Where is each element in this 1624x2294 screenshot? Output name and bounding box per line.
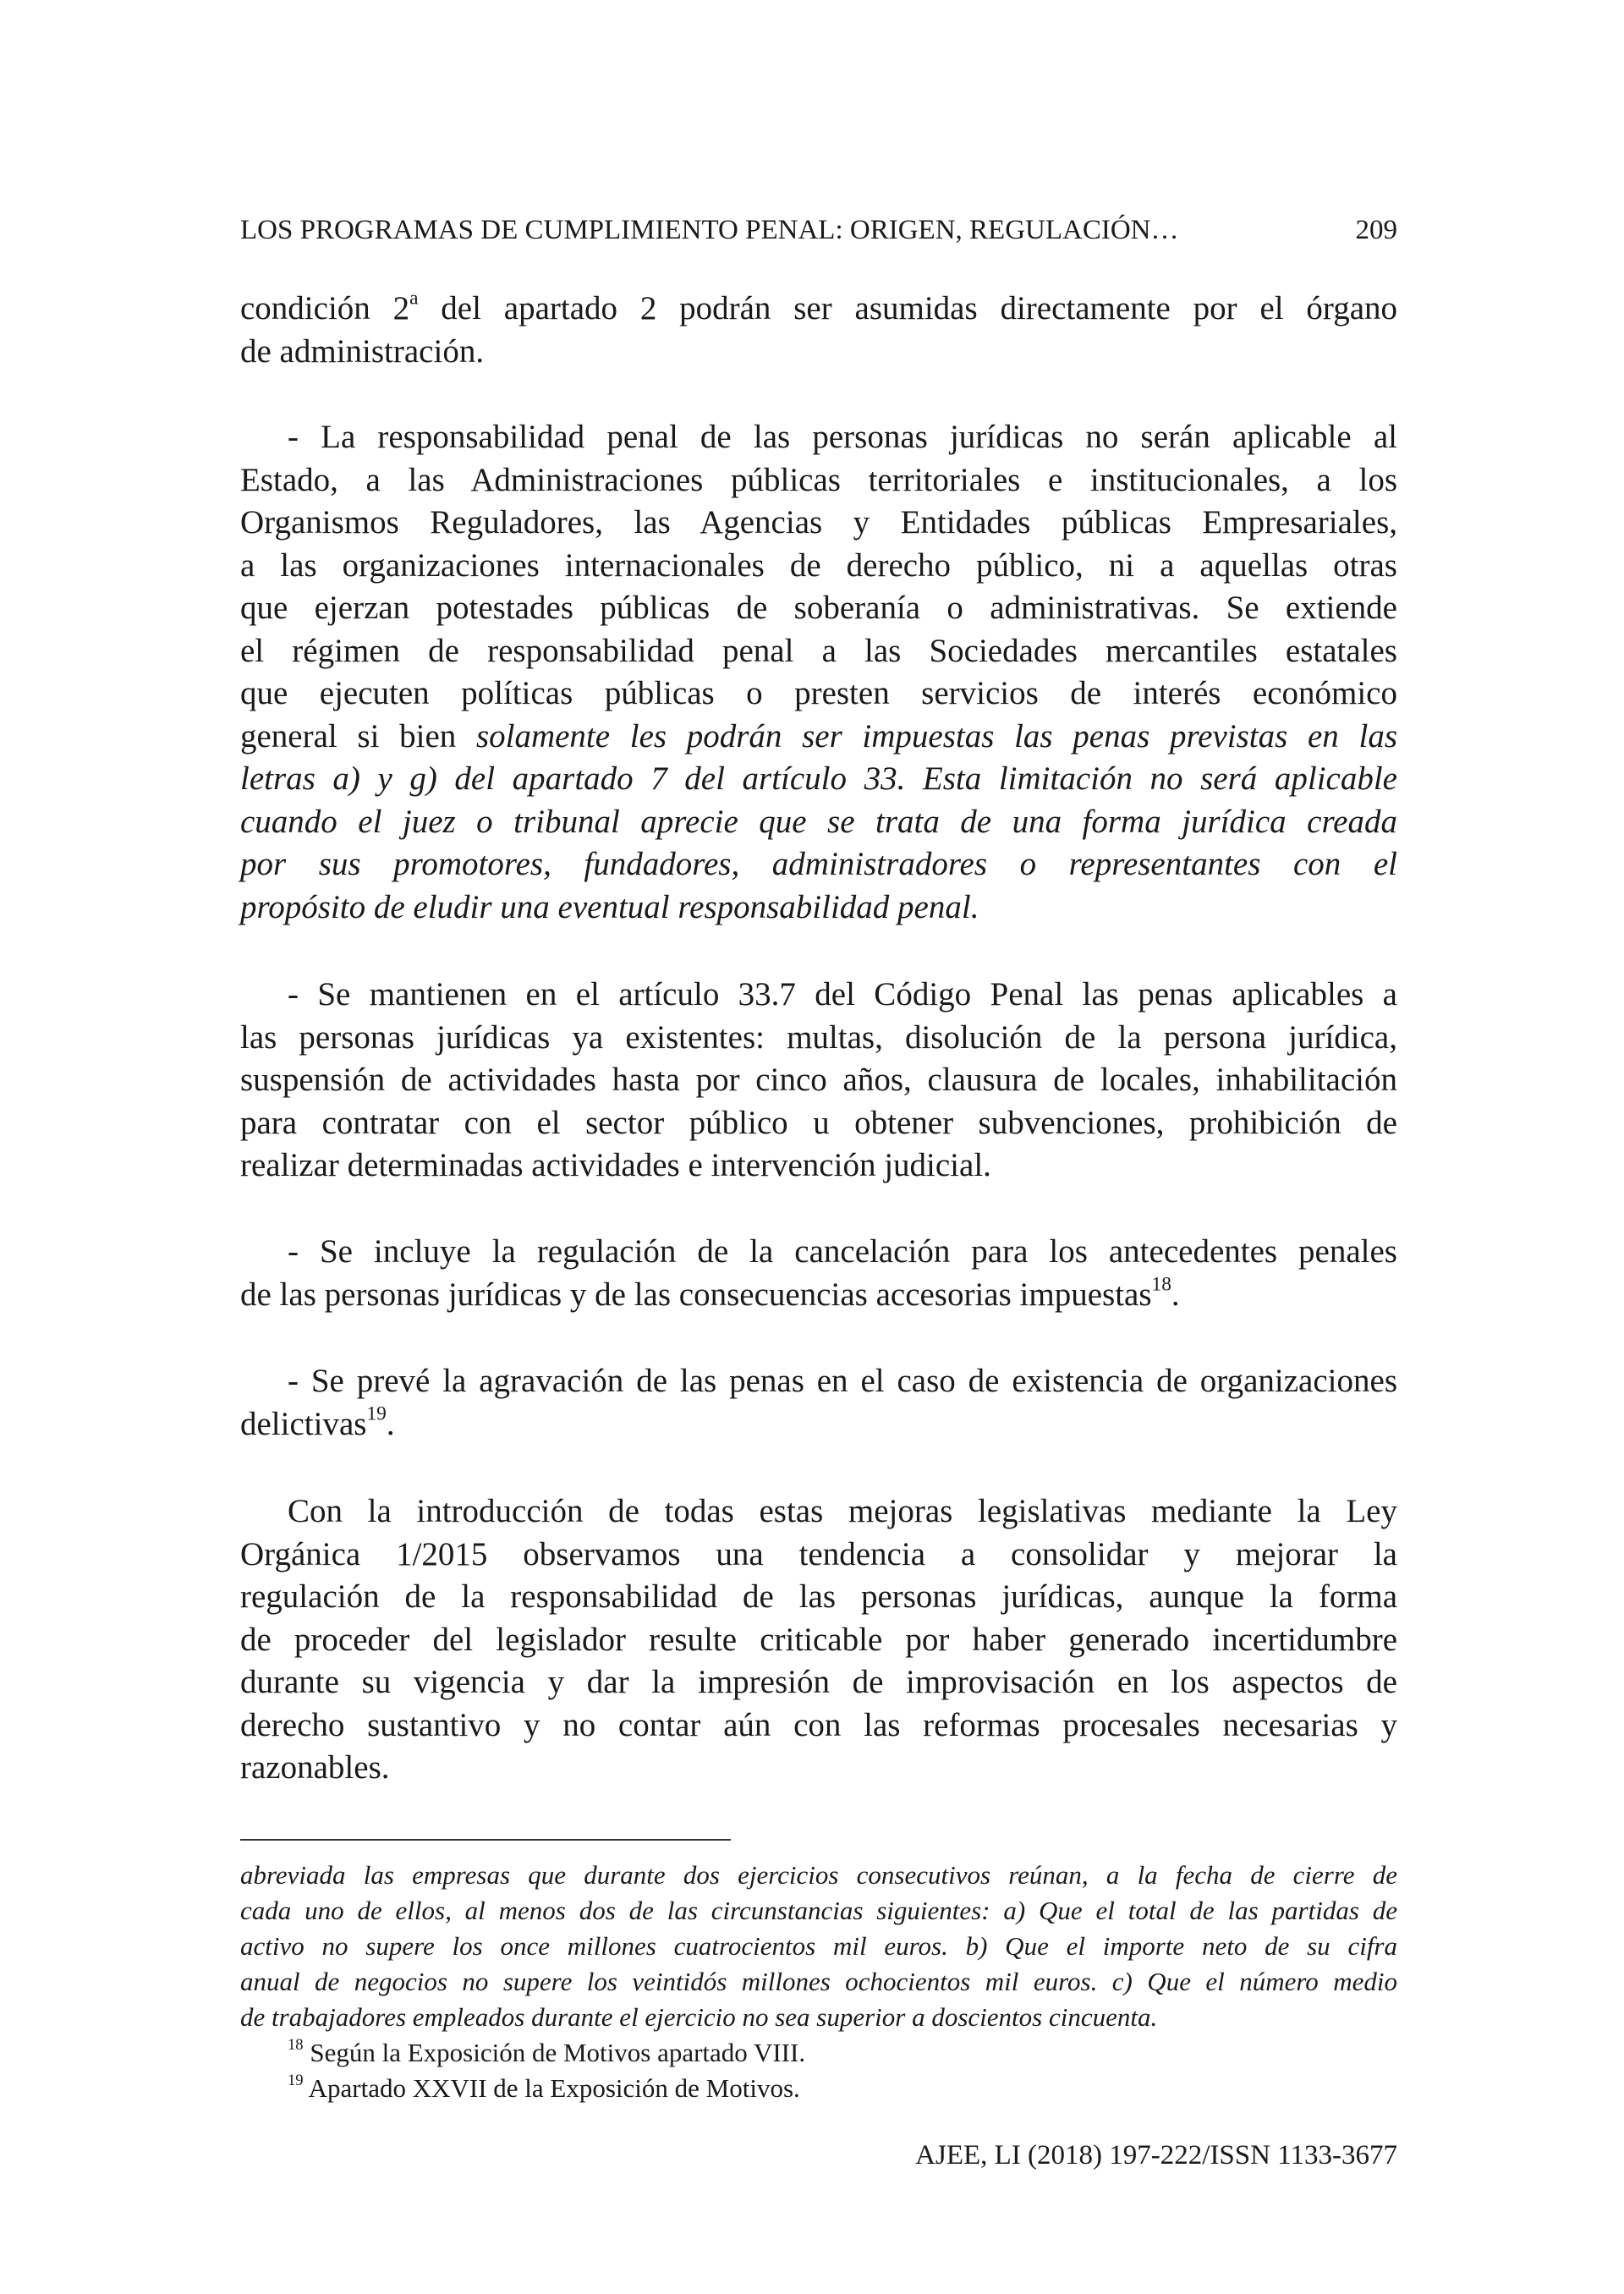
text-line <box>240 1747 1397 1790</box>
paragraph-continuation <box>240 288 1397 373</box>
text-line <box>240 1534 1397 1577</box>
running-title: LOS PROGRAMAS DE CUMPLIMIENTO PENAL: ORIGEN, REGULACIÓN… <box>240 215 1179 245</box>
text-line <box>240 630 1397 673</box>
text-run: de proceder del legislador resulte criticable por haber generado incertidumbre <box>240 1621 1397 1658</box>
text-run: cuando el juez o tribunal aprecie que se trata de una forma jurídica creada <box>240 803 1397 840</box>
footnote-reference: 19 <box>288 2072 304 2090</box>
footnote-reference: 18 <box>288 2036 304 2055</box>
text-run: cada uno de ellos, al menos dos de las circunstancias siguientes: a) Que el total de las partidas de <box>240 1896 1397 1925</box>
footnote-reference: 18 <box>1151 1272 1171 1295</box>
text-line <box>240 1858 1397 1893</box>
text-run: del apartado 2 podrán ser asumidas directamente por el órgano <box>418 290 1398 327</box>
text-line <box>240 1619 1397 1662</box>
text-run: durante su vigencia y dar la impresión de improvisación en los aspectos de <box>240 1664 1397 1700</box>
text-run: - Se prevé la agravación de las penas en el caso de existencia de organizaciones <box>288 1363 1397 1399</box>
text-line <box>240 2000 1397 2035</box>
text-line <box>240 288 1397 331</box>
text-run: propósito de eludir una eventual responsabilidad penal. <box>240 888 979 925</box>
text-line <box>240 416 1397 459</box>
text-line <box>240 1661 1397 1704</box>
footnote-separator <box>240 1839 731 1841</box>
text-run: - Se incluye la regulación de la cancelación para los antecedentes penales <box>288 1233 1397 1270</box>
text-line <box>240 1893 1397 1929</box>
text-line <box>240 1017 1397 1060</box>
text-line <box>240 886 1397 930</box>
text-run: Según la Exposición de Motivos apartado VIII. <box>303 2038 806 2067</box>
running-header <box>240 211 1397 249</box>
text-run: - La responsabilidad penal de las personas jurídicas no serán aplicable al <box>288 419 1397 455</box>
text-run: solamente les podrán ser impuestas las penas previstas en las <box>475 717 1397 755</box>
text-line <box>240 1403 1397 1446</box>
text-line <box>240 1102 1397 1145</box>
text-line <box>240 587 1397 630</box>
page-number: 209 <box>1355 215 1397 245</box>
text-line <box>240 801 1397 844</box>
text-line <box>240 459 1397 502</box>
text-run: realizar determinadas actividades e intervención judicial. <box>240 1147 991 1183</box>
text-line <box>240 1231 1397 1274</box>
text-line <box>240 672 1397 716</box>
text-line <box>240 545 1397 588</box>
text-run: regulación de la responsabilidad de las personas jurídicas, aunque la forma <box>240 1578 1397 1615</box>
text-run: que ejecuten políticas públicas o presten servicios de interés económico <box>240 675 1397 711</box>
text-line <box>240 1059 1397 1102</box>
text-run: razonables. <box>240 1749 390 1786</box>
text-run: Orgánica 1/2015 observamos una tendencia a consolidar y mejorar la <box>240 1535 1397 1572</box>
footnotes <box>240 1858 1397 2106</box>
text-run: a las organizaciones internacionales de derecho público, ni a aquellas otras <box>240 546 1397 584</box>
text-run: - Se mantienen en el artículo 33.7 del Código Penal las penas aplicables a <box>288 976 1397 1013</box>
text-line <box>240 1964 1397 2000</box>
footnote-reference: a <box>409 287 419 310</box>
text-run: de las personas jurídicas y de las consecuencias accesorias impuestas <box>240 1276 1152 1313</box>
text-line <box>240 1360 1397 1403</box>
text-run: suspensión de actividades hasta por cinco años, clausura de locales, inhabilitación <box>240 1062 1397 1098</box>
text-run: el régimen de responsabilidad penal a las Sociedades mercantiles estatales <box>240 632 1397 669</box>
text-line <box>240 502 1397 545</box>
paragraph-cancellation <box>240 1231 1397 1316</box>
text-run: condición 2 <box>240 290 410 327</box>
text-run: activo no supere los once millones cuatrocientos mil euros. b) Que el importe neto de su cifra <box>240 1931 1397 1961</box>
text-run: general si bien <box>240 717 476 755</box>
text-run: derecho sustantivo y no contar aún con las reformas procesales necesarias y <box>240 1706 1397 1743</box>
footnote-reference: 19 <box>366 1402 387 1424</box>
paragraph-conclusion <box>240 1490 1397 1790</box>
text-run: de administración. <box>240 332 485 370</box>
text-line <box>240 1929 1397 1964</box>
text-line <box>240 843 1397 886</box>
text-line <box>240 1144 1397 1188</box>
text-run: . <box>386 1405 395 1442</box>
journal-citation: AJEE, LI (2018) 197-222/ISSN 1133-3677 <box>915 2140 1397 2171</box>
text-line <box>240 1490 1397 1534</box>
text-line <box>240 1274 1397 1317</box>
text-run: anual de negocios no supere los veintidós millones ochocientos mil euros. c) Que el número medio <box>240 1967 1397 1996</box>
text-line <box>240 2071 1397 2106</box>
text-run: Estado, a las Administraciones públicas territoriales e institucionales, a los <box>240 461 1397 498</box>
paragraph-penalties <box>240 974 1397 1188</box>
text-run: Con la introducción de todas estas mejoras legislativas mediante la Ley <box>288 1493 1397 1529</box>
text-line <box>240 758 1397 801</box>
text-run: Organismos Reguladores, las Agencias y Entidades públicas Empresariales, <box>240 504 1397 541</box>
text-run: para contratar con el sector público u obtener subvenciones, prohibición de <box>240 1104 1397 1141</box>
paragraph-aggravation <box>240 1360 1397 1446</box>
text-run: las personas jurídicas ya existentes: multas, disolución de la persona jurídica, <box>240 1018 1397 1056</box>
text-run: delictivas <box>240 1405 367 1442</box>
text-line <box>240 716 1397 759</box>
text-line <box>240 1704 1397 1748</box>
text-run: que ejerzan potestades públicas de soberanía o administrativas. Se extiende <box>240 590 1397 626</box>
text-line <box>240 1576 1397 1619</box>
text-run: abreviada las empresas que durante dos ejercicios consecutivos reúnan, a la fecha de cierre de <box>240 1860 1397 1890</box>
text-run: por sus promotores, fundadores, administradores o representantes con el <box>240 846 1397 882</box>
text-line <box>240 2035 1397 2071</box>
text-run: letras a) y g) del apartado 7 del artículo 33. Esta limitación no será aplicable <box>240 760 1397 797</box>
paragraph-public-entities <box>240 416 1397 929</box>
text-line <box>240 974 1397 1017</box>
text-run: de trabajadores empleados durante el ejercicio no sea superior a doscientos cincuenta. <box>240 2002 1158 2032</box>
text-line <box>240 331 1397 374</box>
text-run: . <box>1171 1276 1180 1313</box>
text-run: Apartado XXVII de la Exposición de Motivos. <box>303 2073 800 2103</box>
